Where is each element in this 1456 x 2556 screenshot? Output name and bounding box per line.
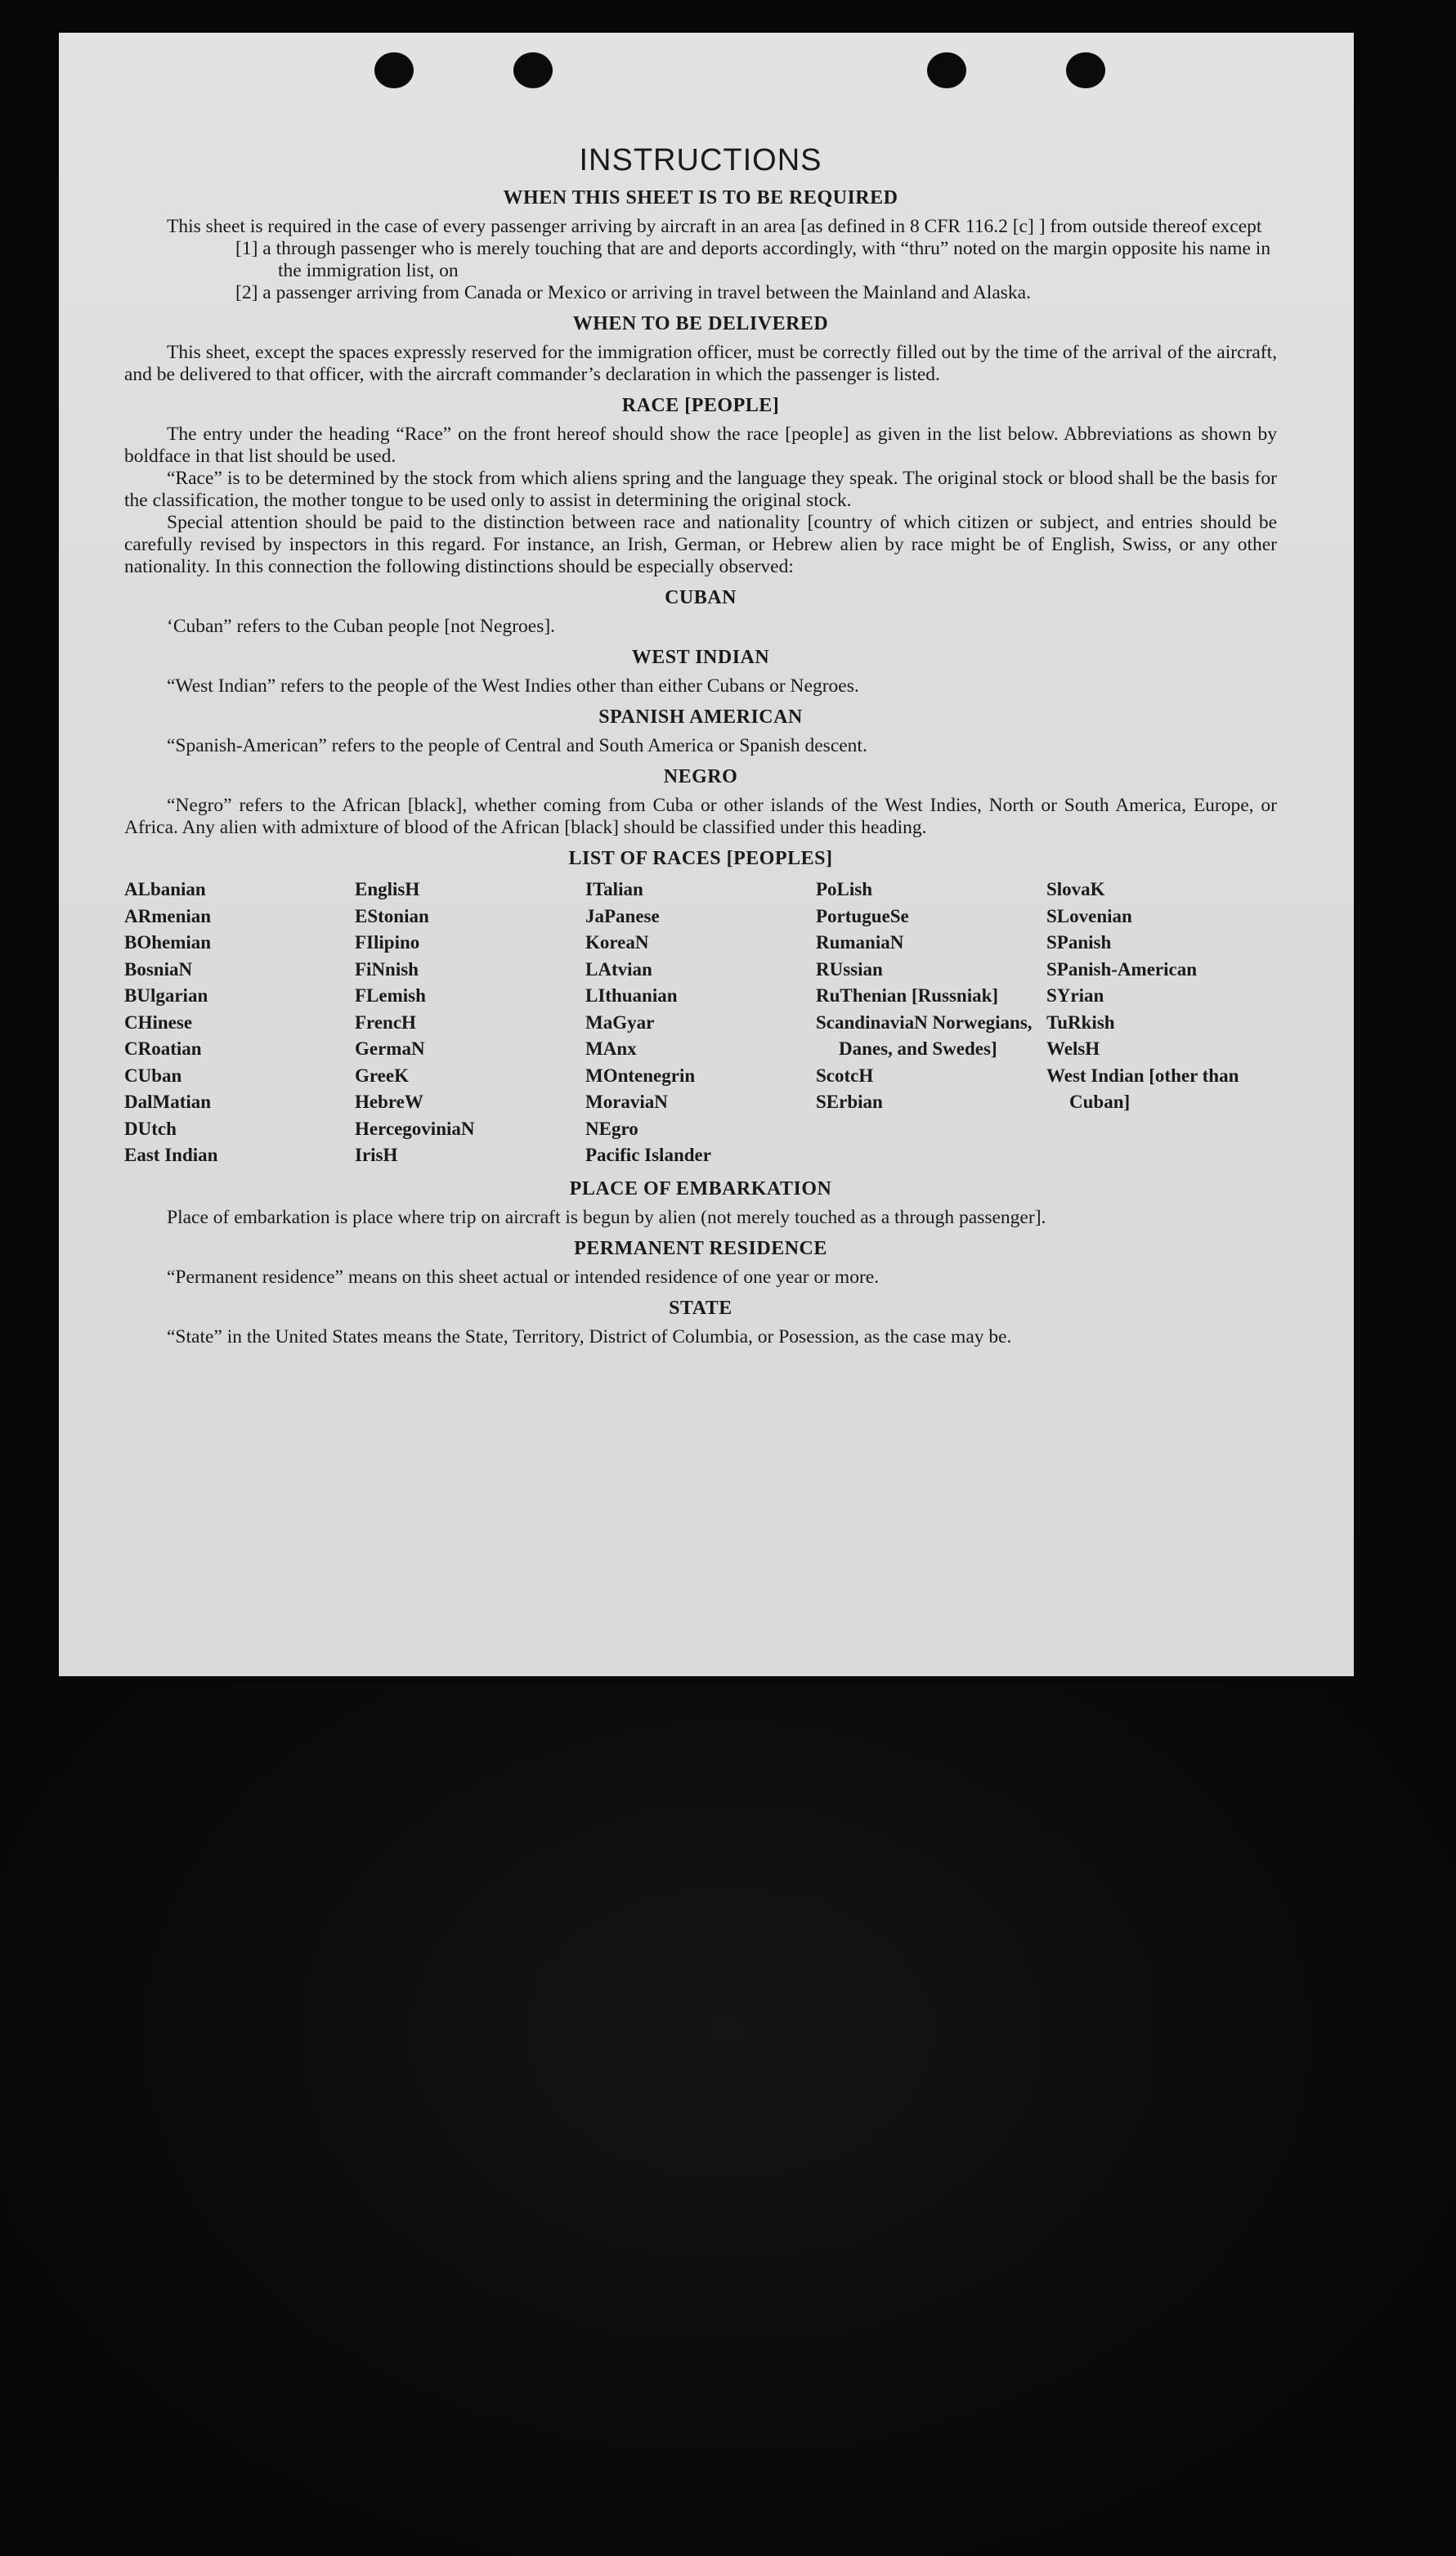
heading-spanish-american: SPANISH AMERICAN bbox=[598, 706, 803, 728]
race-entry: RuThenian [Russniak] bbox=[816, 985, 999, 1006]
page-title: INSTRUCTIONS bbox=[579, 143, 822, 177]
spanish-american-text: “Spanish-American” refers to the people of Central and South America or Spanish descent. bbox=[167, 735, 867, 756]
race-entry: GreeK bbox=[355, 1065, 409, 1086]
punch-hole bbox=[1066, 52, 1105, 88]
race-entry: FiNnish bbox=[355, 958, 419, 980]
race-entry: JaPanese bbox=[585, 905, 660, 926]
race-entry: MaGyar bbox=[585, 1011, 655, 1033]
race-entry: SYrian bbox=[1046, 985, 1104, 1006]
race-entry: EnglisH bbox=[355, 879, 420, 899]
heading-when-delivered: WHEN TO BE DELIVERED bbox=[572, 313, 829, 334]
race-entry: ITalian bbox=[585, 879, 643, 899]
punch-hole bbox=[513, 52, 553, 88]
race-entry: RumaniaN bbox=[816, 932, 904, 953]
race-entry: ALbanian bbox=[124, 879, 206, 899]
race-entry: SlovaK bbox=[1046, 879, 1105, 899]
when-delivered-text: This sheet, except the spaces expressly reserved for the immigration officer, must be correctly filled out by the time of the arrival of the aircraft, and be delivered to that officer, with the aircraft commander’s declaration in which the passenger is listed. bbox=[124, 342, 1277, 385]
race-entry: CHinese bbox=[124, 1011, 193, 1033]
permanent-residence-text: “Permanent residence” means on this sheet actual or intended residence of one year or more. bbox=[167, 1266, 880, 1288]
race-entry: LIthuanian bbox=[585, 985, 678, 1006]
heading-place-of-embarkation: PLACE OF EMBARKATION bbox=[569, 1177, 832, 1200]
exception-item-2: [2] a passenger arriving from Canada or Mexico or arriving in travel between the Mainland and Alaska. bbox=[235, 282, 1031, 303]
race-entry: FrencH bbox=[355, 1011, 416, 1033]
races-list bbox=[124, 877, 1277, 1169]
race-entry: SPanish bbox=[1046, 932, 1112, 953]
race-entry: East Indian bbox=[124, 1145, 218, 1165]
race-entry: ARmenian bbox=[124, 905, 212, 926]
scan-dark-area bbox=[0, 1684, 1456, 2556]
race-entry: PortugueSe bbox=[816, 905, 909, 926]
heading-list-of-races: LIST OF RACES [PEOPLES] bbox=[568, 848, 833, 869]
negro-text: “Negro” refers to the African [black], whether coming from Cuba or other islands of the West Indies, North or South America, Europe, or Africa. Any alien with admixture of blood of the African [black] should be classified under this heading. bbox=[124, 795, 1277, 838]
heading-race: RACE [PEOPLE] bbox=[621, 395, 780, 416]
race-entry: CRoatian bbox=[124, 1038, 202, 1059]
state-text: “State” in the United States means the State, Territory, District of Columbia, or Posession, as the case may be. bbox=[167, 1325, 1012, 1348]
race-entry: BOhemian bbox=[124, 932, 212, 953]
race-paragraph: “Race” is to be determined by the stock from which aliens spring and the language they speak. The original stock or blood shall be the basis for the classification, the mother tongue to be used only to assist in determining the original stock. bbox=[124, 468, 1277, 511]
race-entry: FIlipino bbox=[355, 932, 420, 953]
race-entry: MAnx bbox=[585, 1038, 637, 1059]
race-entry: LAtvian bbox=[585, 958, 652, 980]
race-entry: WelsH bbox=[1046, 1038, 1100, 1059]
race-entry: NEgro bbox=[585, 1118, 638, 1139]
race-entry: BosniaN bbox=[124, 958, 193, 980]
race-entry: KoreaN bbox=[585, 932, 649, 953]
race-entry: IrisH bbox=[355, 1145, 398, 1165]
instruction-sheet bbox=[59, 33, 1354, 1676]
race-entry: FLemish bbox=[355, 985, 426, 1006]
race-entry: EStonian bbox=[355, 905, 429, 926]
west-indian-text: “West Indian” refers to the people of the West Indies other than either Cubans or Negroes. bbox=[167, 675, 859, 697]
heading-when-required: WHEN THIS SHEET IS TO BE REQUIRED bbox=[503, 187, 898, 209]
races-column bbox=[585, 877, 816, 1169]
races-column bbox=[1046, 877, 1277, 1169]
race-entry: DUtch bbox=[124, 1118, 177, 1139]
heading-west-indian: WEST INDIAN bbox=[631, 647, 770, 668]
race-entry: PoLish bbox=[816, 879, 873, 899]
race-entry: MOntenegrin bbox=[585, 1065, 696, 1086]
exception-item-1: [1] a through passenger who is merely touching that are and deports accordingly, with “thru” noted on the margin opposite his name in the immigration list, on bbox=[235, 238, 1271, 281]
race-entry: MoraviaN bbox=[585, 1092, 668, 1112]
race-entry: CUban bbox=[124, 1065, 182, 1086]
race-paragraph: The entry under the heading “Race” on the front hereof should show the race [people] as given in the list below. Abbreviations as shown by boldface in that list should be used. bbox=[124, 424, 1277, 467]
heading-negro: NEGRO bbox=[663, 766, 738, 787]
race-entry: SLovenian bbox=[1046, 905, 1132, 926]
cuban-text: ‘Cuban” refers to the Cuban people [not Negroes]. bbox=[167, 616, 556, 637]
place-of-embarkation-text: Place of embarkation is place where trip on aircraft is begun by alien (not merely touched as a through passenger]. bbox=[167, 1206, 1046, 1228]
races-column bbox=[355, 877, 585, 1169]
race-entry: GermaN bbox=[355, 1038, 425, 1059]
when-required-intro: This sheet is required in the case of every passenger arriving by aircraft in an area [as defined in 8 CFR 116.2 [c] ] from outside thereof except bbox=[167, 216, 1262, 237]
punch-hole bbox=[374, 52, 414, 88]
sheet-content bbox=[124, 142, 1277, 1348]
race-entry: BUlgarian bbox=[124, 985, 208, 1006]
heading-state: STATE bbox=[669, 1297, 732, 1319]
race-entry: SErbian bbox=[816, 1092, 883, 1112]
race-entry: HercegoviniaN bbox=[355, 1118, 475, 1139]
heading-cuban: CUBAN bbox=[665, 587, 737, 608]
races-column bbox=[816, 877, 1046, 1169]
punch-hole bbox=[927, 52, 966, 88]
race-entry: HebreW bbox=[355, 1092, 423, 1112]
race-entry: ScotcH bbox=[816, 1065, 874, 1086]
race-entry: ScandinaviaN Norwegians, Danes, and Swedes] bbox=[816, 1011, 1033, 1059]
heading-permanent-residence: PERMANENT RESIDENCE bbox=[574, 1237, 827, 1259]
race-paragraph: Special attention should be paid to the distinction between race and nationality [country of which citizen or subject, and entries should be carefully revised by inspectors in this regard. For instance, an Irish, German, or Hebrew alien by race might be of English, Swiss, or any other nationality. In this connection the following distinctions should be especially observed: bbox=[124, 512, 1277, 577]
races-column bbox=[124, 877, 355, 1169]
race-entry: West Indian [other than Cuban] bbox=[1046, 1065, 1239, 1112]
race-entry: TuRkish bbox=[1046, 1011, 1115, 1033]
race-entry: SPanish-American bbox=[1046, 958, 1197, 980]
race-entry: DalMatian bbox=[124, 1092, 212, 1112]
race-entry: Pacific Islander bbox=[585, 1145, 711, 1165]
race-entry: RUssian bbox=[816, 958, 883, 980]
